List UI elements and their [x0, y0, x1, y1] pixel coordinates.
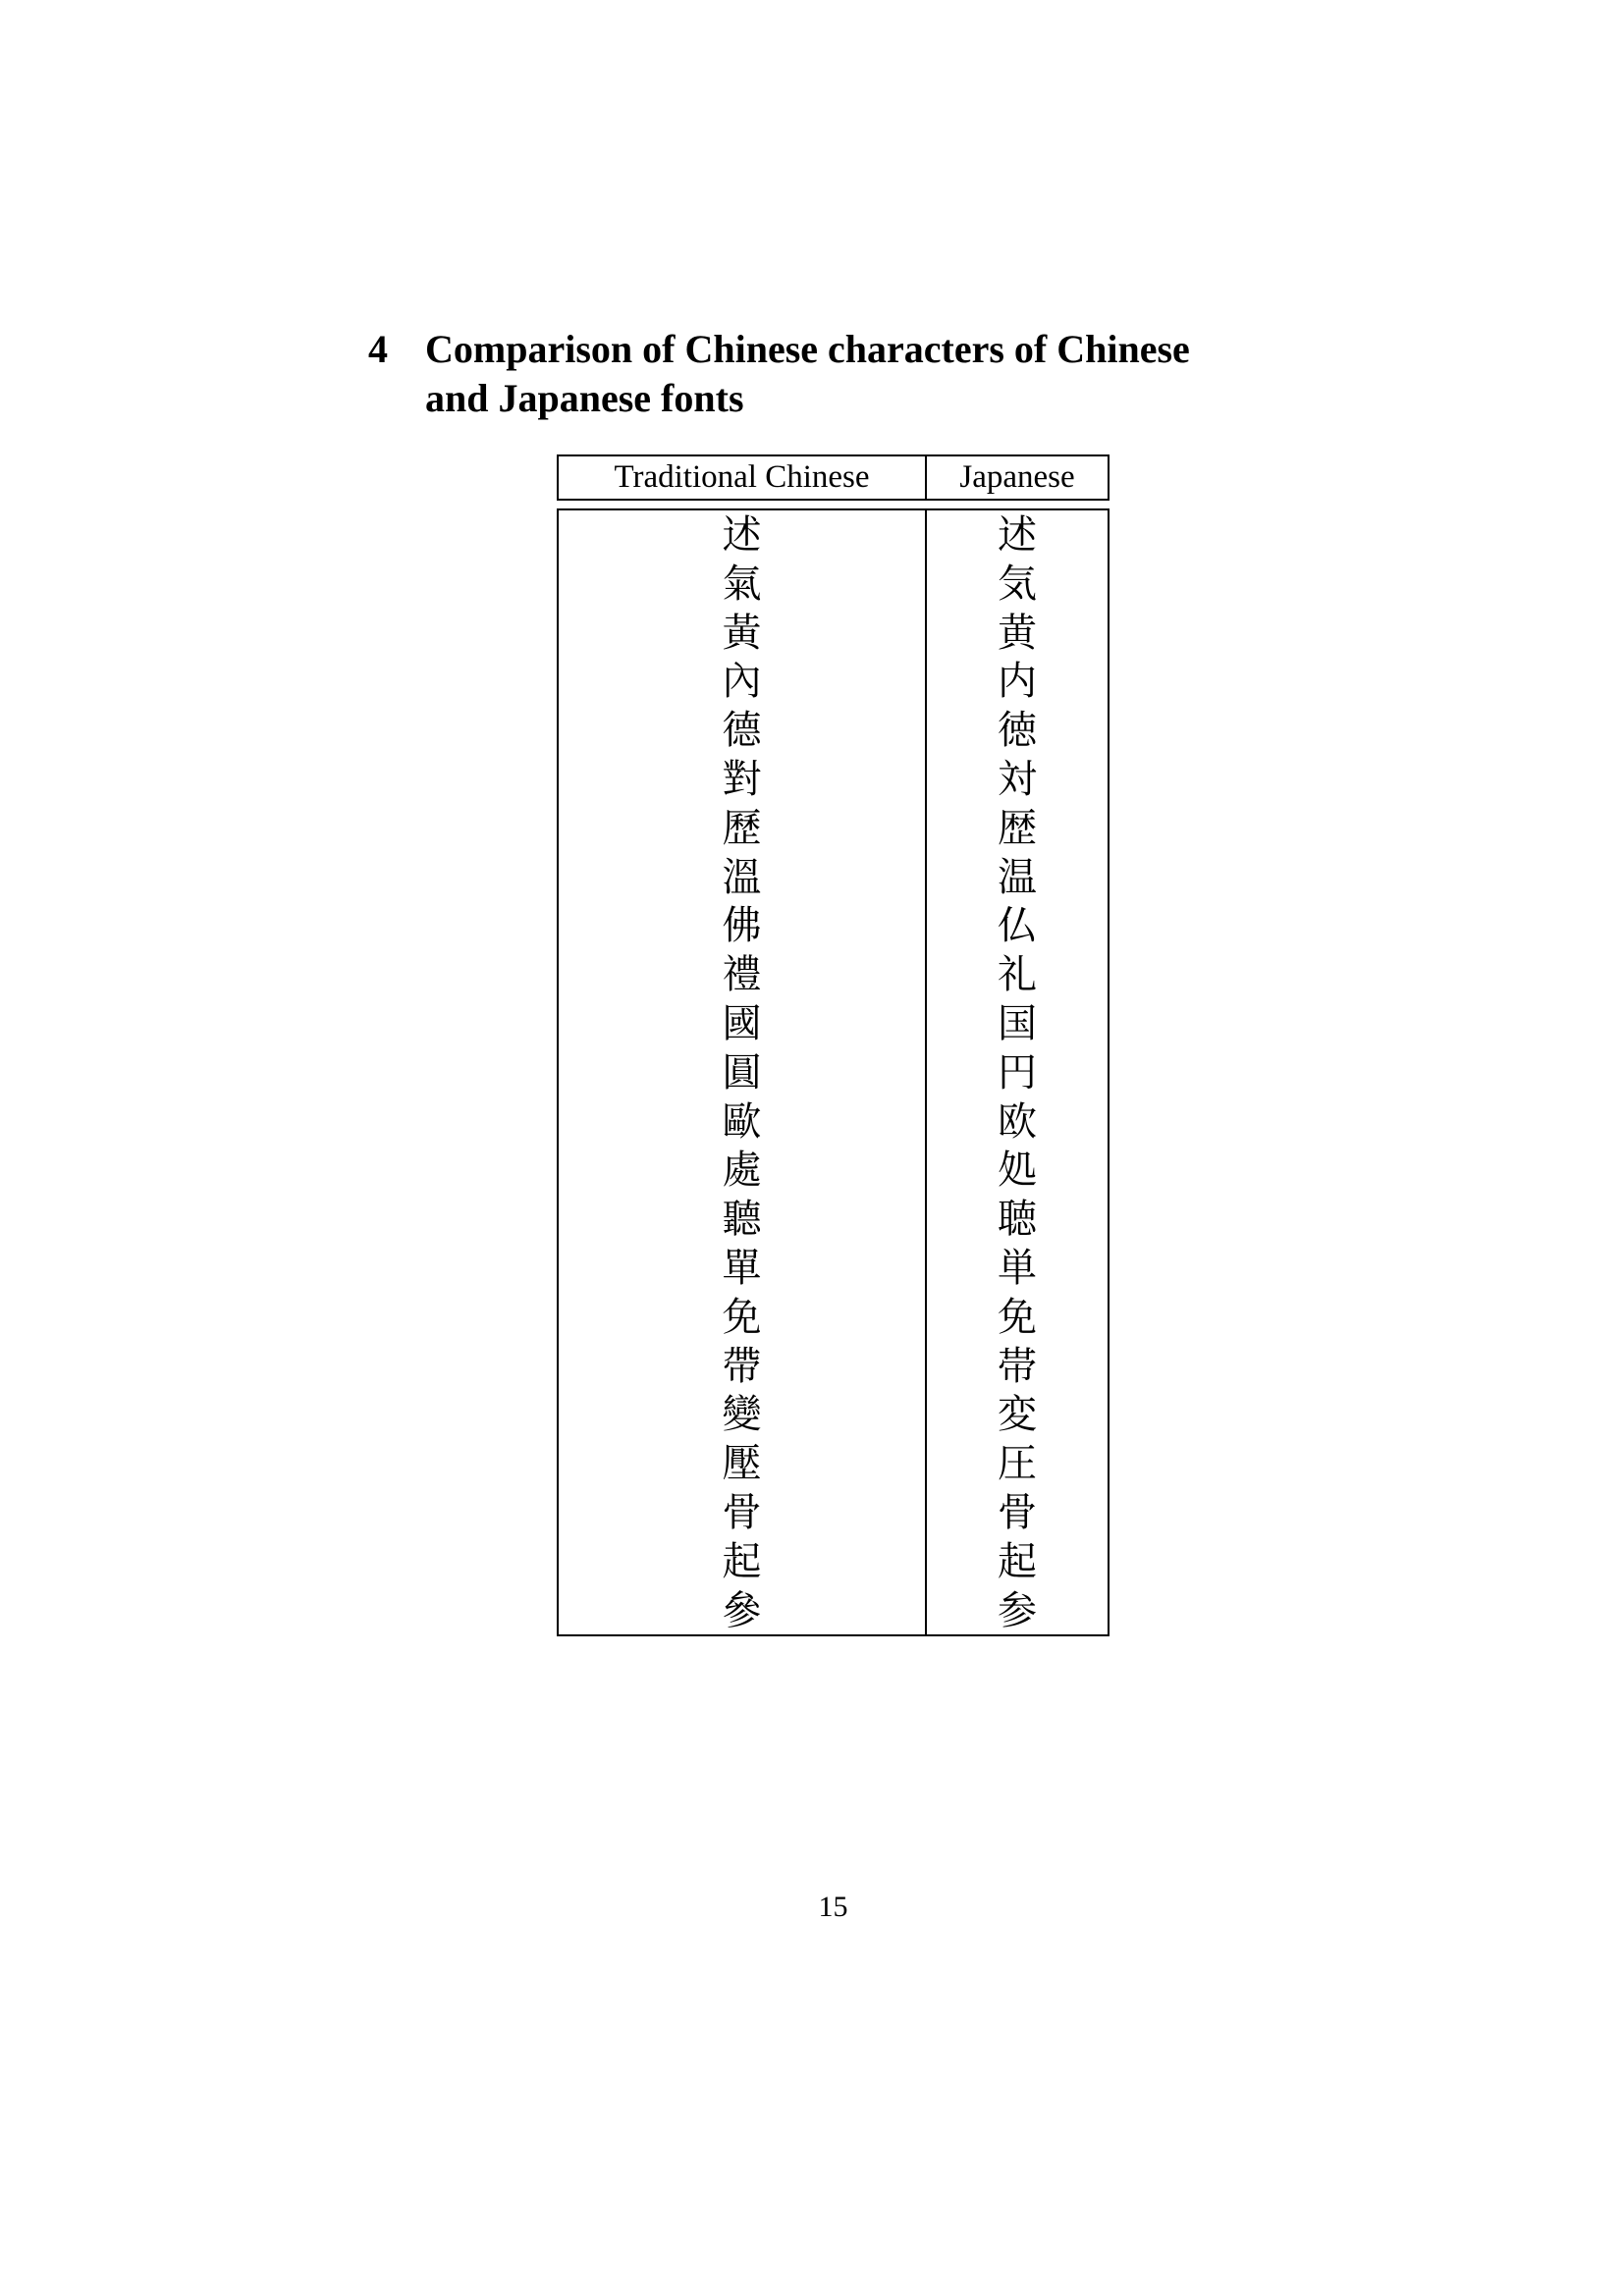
table-row: [559, 1439, 1108, 1488]
table-body: [557, 508, 1110, 1636]
cell-japanese-character: 参: [925, 1586, 1108, 1635]
cell-traditional-character: 佛: [722, 903, 762, 948]
section-title-line1: Comparison of Chinese characters of Chinese: [425, 327, 1190, 371]
table-row: [559, 1244, 1108, 1293]
table-row: [559, 1537, 1108, 1586]
table-row: [559, 755, 1108, 804]
cell-japanese-character: 黄: [925, 609, 1108, 658]
table-row: [559, 706, 1108, 755]
cell-japanese-character: 仏: [925, 901, 1108, 950]
table-row: [559, 1097, 1108, 1147]
cell-traditional-character: 述: [722, 512, 762, 557]
cell-traditional-character: 處: [722, 1148, 762, 1193]
cell-traditional-character: 溫: [722, 854, 762, 899]
cell-traditional-character: 德: [722, 708, 762, 753]
cell-traditional-character: 氣: [722, 561, 762, 606]
cell-traditional-character: 參: [722, 1587, 762, 1632]
cell-japanese-character: 起: [925, 1537, 1108, 1586]
cell-japanese-character: 変: [925, 1390, 1108, 1439]
cell-japanese-character: 述: [925, 510, 1108, 560]
table-header-row: [557, 454, 1110, 501]
cell-traditional-character: 內: [722, 659, 762, 704]
section-heading-line1: [368, 325, 1190, 374]
cell-japanese-character: 対: [925, 755, 1108, 804]
section-number: 4: [368, 327, 388, 371]
cell-japanese-character: 温: [925, 853, 1108, 902]
cell-japanese-character: 欧: [925, 1097, 1108, 1147]
table-row: [559, 804, 1108, 853]
cell-traditional-character: 歐: [722, 1098, 762, 1144]
cell-traditional-character: 帶: [722, 1343, 762, 1388]
cell-traditional-character: 壓: [722, 1441, 762, 1486]
cell-traditional-character: 骨: [722, 1489, 762, 1534]
cell-traditional-character: 禮: [722, 952, 762, 997]
table-row: [559, 1390, 1108, 1439]
table-row: [559, 1048, 1108, 1097]
cell-traditional-character: 單: [722, 1245, 762, 1290]
table-row: [559, 999, 1108, 1048]
cell-japanese-character: 歴: [925, 804, 1108, 853]
table-row: [559, 1586, 1108, 1635]
cell-traditional-character: 免: [722, 1294, 762, 1339]
cell-japanese-character: 帯: [925, 1342, 1108, 1391]
table-row: [559, 853, 1108, 902]
cell-traditional-character: 歷: [722, 805, 762, 850]
table-row: [559, 1195, 1108, 1244]
cell-traditional-character: 黃: [722, 610, 762, 655]
cell-traditional-character: 起: [722, 1538, 762, 1583]
cell-traditional-character: 變: [722, 1392, 762, 1437]
table-row: [559, 1342, 1108, 1391]
table-row: [559, 560, 1108, 609]
table-row: [559, 1293, 1108, 1342]
cell-traditional-character: 對: [722, 756, 762, 801]
header-cell-japanese: Japanese: [925, 456, 1108, 499]
cell-japanese-character: 処: [925, 1146, 1108, 1195]
cell-traditional-character: 圓: [722, 1049, 762, 1095]
cell-traditional-character: 國: [722, 1000, 762, 1045]
section-heading: [368, 325, 1190, 423]
cell-japanese-character: 円: [925, 1048, 1108, 1097]
section-title-line2: and Japanese fonts: [425, 376, 744, 420]
cell-japanese-character: 単: [925, 1244, 1108, 1293]
cell-japanese-character: 圧: [925, 1439, 1108, 1488]
cell-japanese-character: 礼: [925, 950, 1108, 999]
cell-japanese-character: 骨: [925, 1488, 1108, 1537]
cell-japanese-character: 聴: [925, 1195, 1108, 1244]
cell-traditional-character: 聽: [722, 1197, 762, 1242]
cell-japanese-character: 内: [925, 657, 1108, 706]
page-number: 15: [818, 1891, 848, 1923]
table-row: [559, 901, 1108, 950]
cell-japanese-character: 徳: [925, 706, 1108, 755]
cell-japanese-character: 気: [925, 560, 1108, 609]
table-row: [559, 950, 1108, 999]
comparison-table: [557, 454, 1110, 1636]
header-cell-traditional-chinese: Traditional Chinese: [614, 459, 870, 495]
table-row: [559, 609, 1108, 658]
table-row: [559, 657, 1108, 706]
table-row: [559, 510, 1108, 560]
table-row: [559, 1488, 1108, 1537]
table-row: [559, 1146, 1108, 1195]
cell-japanese-character: 国: [925, 999, 1108, 1048]
cell-japanese-character: 免: [925, 1293, 1108, 1342]
